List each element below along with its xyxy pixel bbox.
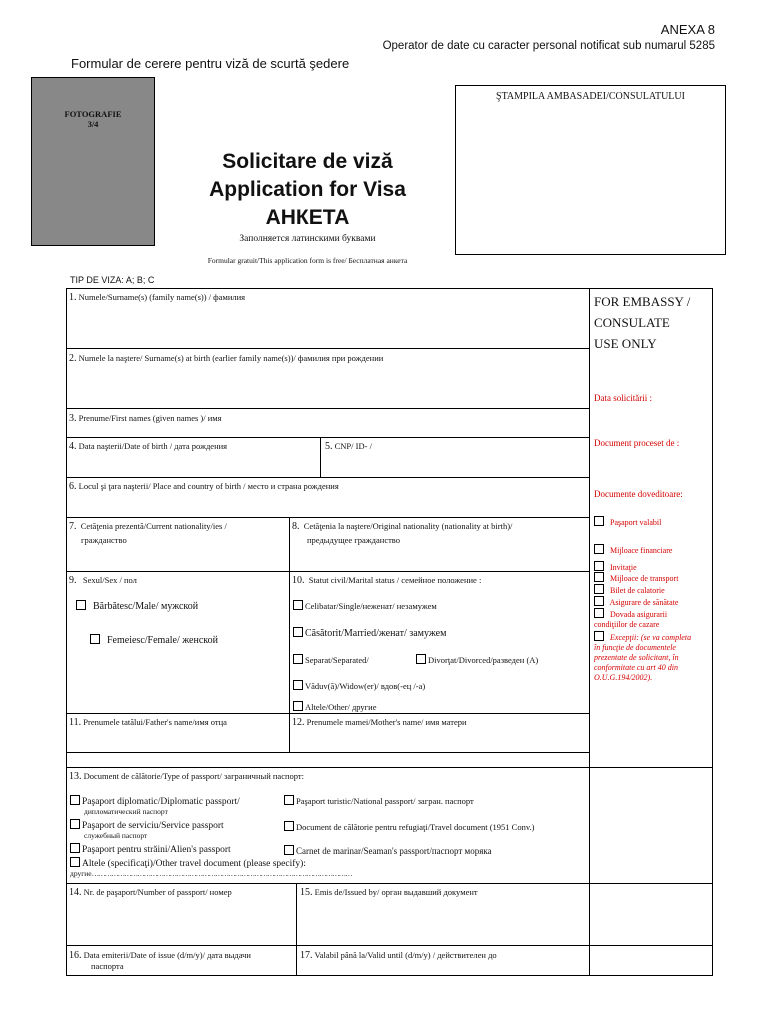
check-financial-means[interactable]: Mijloace financiare — [594, 544, 672, 556]
option-tourist-passport[interactable]: Paşaport turistic/National passport/ загран. паспорт — [284, 795, 474, 806]
checkbox[interactable] — [284, 795, 294, 805]
field-date-of-birth[interactable]: 4. Data naşterii/Date of birth / дата рождения — [69, 441, 228, 452]
date-of-request: Data solicitării : — [594, 393, 652, 403]
checkbox[interactable] — [293, 680, 303, 690]
option-female[interactable]: Femeiesc/Female/ женской — [90, 634, 218, 647]
field-cnp-id[interactable]: 5. CNP/ ID- / — [325, 441, 372, 452]
option-divorced[interactable]: Divorţat/Divorced/разведен (А) — [416, 654, 538, 665]
operator-notice: Operator de date cu caracter personal notificat sub numarul 5285 — [382, 40, 715, 52]
field-marital-status: 10. Statut civil/Marital status / семейное положение : — [292, 575, 482, 586]
field-sex: 9. Sexul/Sex / пол — [69, 575, 137, 586]
check-transport[interactable]: Mijloace de transport — [594, 572, 678, 584]
field-current-nationality[interactable]: 7. Cetăţenia prezentă/Current nationality/ies / гражданство — [69, 521, 227, 545]
check-invitation[interactable]: Invitaţie — [594, 561, 637, 573]
checkbox[interactable] — [76, 600, 86, 610]
checkbox[interactable] — [293, 654, 303, 664]
checkbox[interactable] — [293, 627, 303, 637]
option-male[interactable]: Bărbătesc/Male/ мужской — [76, 600, 198, 613]
checkbox[interactable] — [594, 516, 604, 526]
checkbox[interactable] — [90, 634, 100, 644]
checkbox[interactable] — [594, 572, 604, 582]
title-ro: Solicitare de viză — [222, 150, 393, 173]
field-surname[interactable]: 1. Numele/Surname(s) (family name(s)) / фамилия — [69, 292, 246, 303]
title-sub-free: Formular gratuit/This application form is free/ Бесплатная анкета — [207, 256, 408, 265]
field-father-name[interactable]: 11. Prenumele tatălui/Father's name/имя отца — [69, 717, 227, 728]
stamp-box — [455, 85, 726, 255]
checkbox[interactable] — [594, 596, 604, 606]
field-passport-number[interactable]: 14. Nr. de paşaport/Number of passport/ номер — [69, 887, 232, 898]
option-married[interactable]: Căsătorit/Married/женат/ замужем — [293, 627, 446, 639]
checkbox[interactable] — [416, 654, 426, 664]
check-accommodation[interactable]: Dovada asigurarii condiţiilor de cazare — [594, 610, 668, 629]
checkbox[interactable] — [594, 584, 604, 594]
checkbox[interactable] — [284, 821, 294, 831]
form-title: Formular de cerere pentru viză de scurtă şedere — [71, 56, 350, 71]
option-seaman-passport[interactable]: Carnet de marinar/Seaman's passport/паспорт моряка — [284, 845, 492, 856]
check-health-insurance[interactable]: Asigurare de sănătate — [594, 596, 678, 608]
option-single[interactable]: Celibatar/Single/неженат/ незамужем — [293, 600, 437, 611]
checkbox[interactable] — [293, 600, 303, 610]
checkbox[interactable] — [70, 795, 80, 805]
field-place-of-birth[interactable]: 6. Locul şi ţara naşterii/ Place and country of birth / место и страна рождения — [69, 481, 339, 492]
checkbox[interactable] — [293, 701, 303, 711]
check-valid-passport[interactable]: Paşaport valabil — [594, 516, 661, 528]
option-other-status[interactable]: Altele/Other/ другие — [293, 701, 377, 712]
checkbox[interactable] — [70, 843, 80, 853]
option-refugee-document[interactable]: Document de călătorie pentru refugiaţi/Travel document (1951 Conv.) — [284, 821, 534, 832]
option-other-document[interactable]: Altele (specificaţi)/Other travel document (please specify): другие………………………………………………………………………………………………………… — [70, 859, 352, 878]
checkbox[interactable] — [594, 561, 604, 571]
checkbox[interactable] — [70, 819, 80, 829]
embassy-use-header: FOR EMBASSY / CONSULATE USE ONLY — [594, 294, 691, 351]
option-diplomatic-passport[interactable]: Paşaport diplomatic/Diplomatic passport/ дипломатический паспорт — [70, 795, 240, 817]
field-original-nationality[interactable]: 8. Cetăţenia la naştere/Original nationality (nationality at birth)/ предыдущее гражданство — [292, 521, 513, 545]
field-surname-at-birth[interactable]: 2. Numele la naştere/ Surname(s) at birth (earlier family name(s))/ фамилия при рождении — [69, 353, 384, 364]
option-alien-passport[interactable]: Paşaport pentru străini/Alien's passport — [70, 843, 231, 855]
option-service-passport[interactable]: Paşaport de serviciu/Service passport служебный паспорт — [70, 819, 224, 841]
checkbox[interactable] — [594, 608, 604, 618]
photo-size: 3/4 — [87, 119, 99, 129]
option-separated[interactable]: Separat/Separated/ — [293, 654, 369, 665]
check-exceptions[interactable]: Excepţii: (se va completa în funcţie de documentele prezentate de solicitant, în conformitate cu art 40 din O.U.G.194/2002). — [594, 633, 692, 682]
title-sub-latin: Заполняется латинскими буквами — [239, 234, 376, 244]
supporting-documents: Documente doveditoare: — [594, 489, 683, 499]
field-valid-until[interactable]: 17. Valabil până la/Valid until (d/m/y) / действителен до — [300, 950, 497, 961]
option-widow[interactable]: Văduv(ă)/Widow(er)/ вдов(-ец /-а) — [293, 680, 425, 691]
checkbox[interactable] — [284, 845, 294, 855]
field-date-of-issue[interactable]: 16. Data emiterii/Date of issue (d/m/y)/ дата выдачи паспорта — [69, 950, 251, 971]
checkbox[interactable] — [594, 544, 604, 554]
stamp-label: ŞTAMPILA AMBASADEI/CONSULATULUI — [496, 91, 685, 102]
checkbox[interactable] — [70, 857, 80, 867]
photo-box — [31, 77, 155, 246]
visa-type: TIP DE VIZA: A; B; C — [70, 275, 155, 285]
field-issued-by[interactable]: 15. Emis de/Issued by/ орган выдавший документ — [300, 887, 478, 898]
annex-label: ANEXA 8 — [660, 22, 715, 37]
photo-label: FOTOGRAFIE — [64, 109, 122, 119]
title-en: Application for Visa — [209, 178, 406, 201]
field-mother-name[interactable]: 12. Prenumele mamei/Mother's name/ имя матери — [292, 717, 467, 728]
field-first-names[interactable]: 3. Prenume/First names (given names )/ имя — [69, 413, 222, 424]
title-ru: АНКЕТА — [265, 206, 350, 229]
field-passport-type: 13. Document de călătorie/Type of passport/ заграничный паспорт: — [69, 771, 304, 782]
processed-by: Document proceset de : — [594, 438, 680, 448]
check-ticket[interactable]: Bilet de calatorie — [594, 584, 665, 596]
checkbox[interactable] — [594, 631, 604, 641]
